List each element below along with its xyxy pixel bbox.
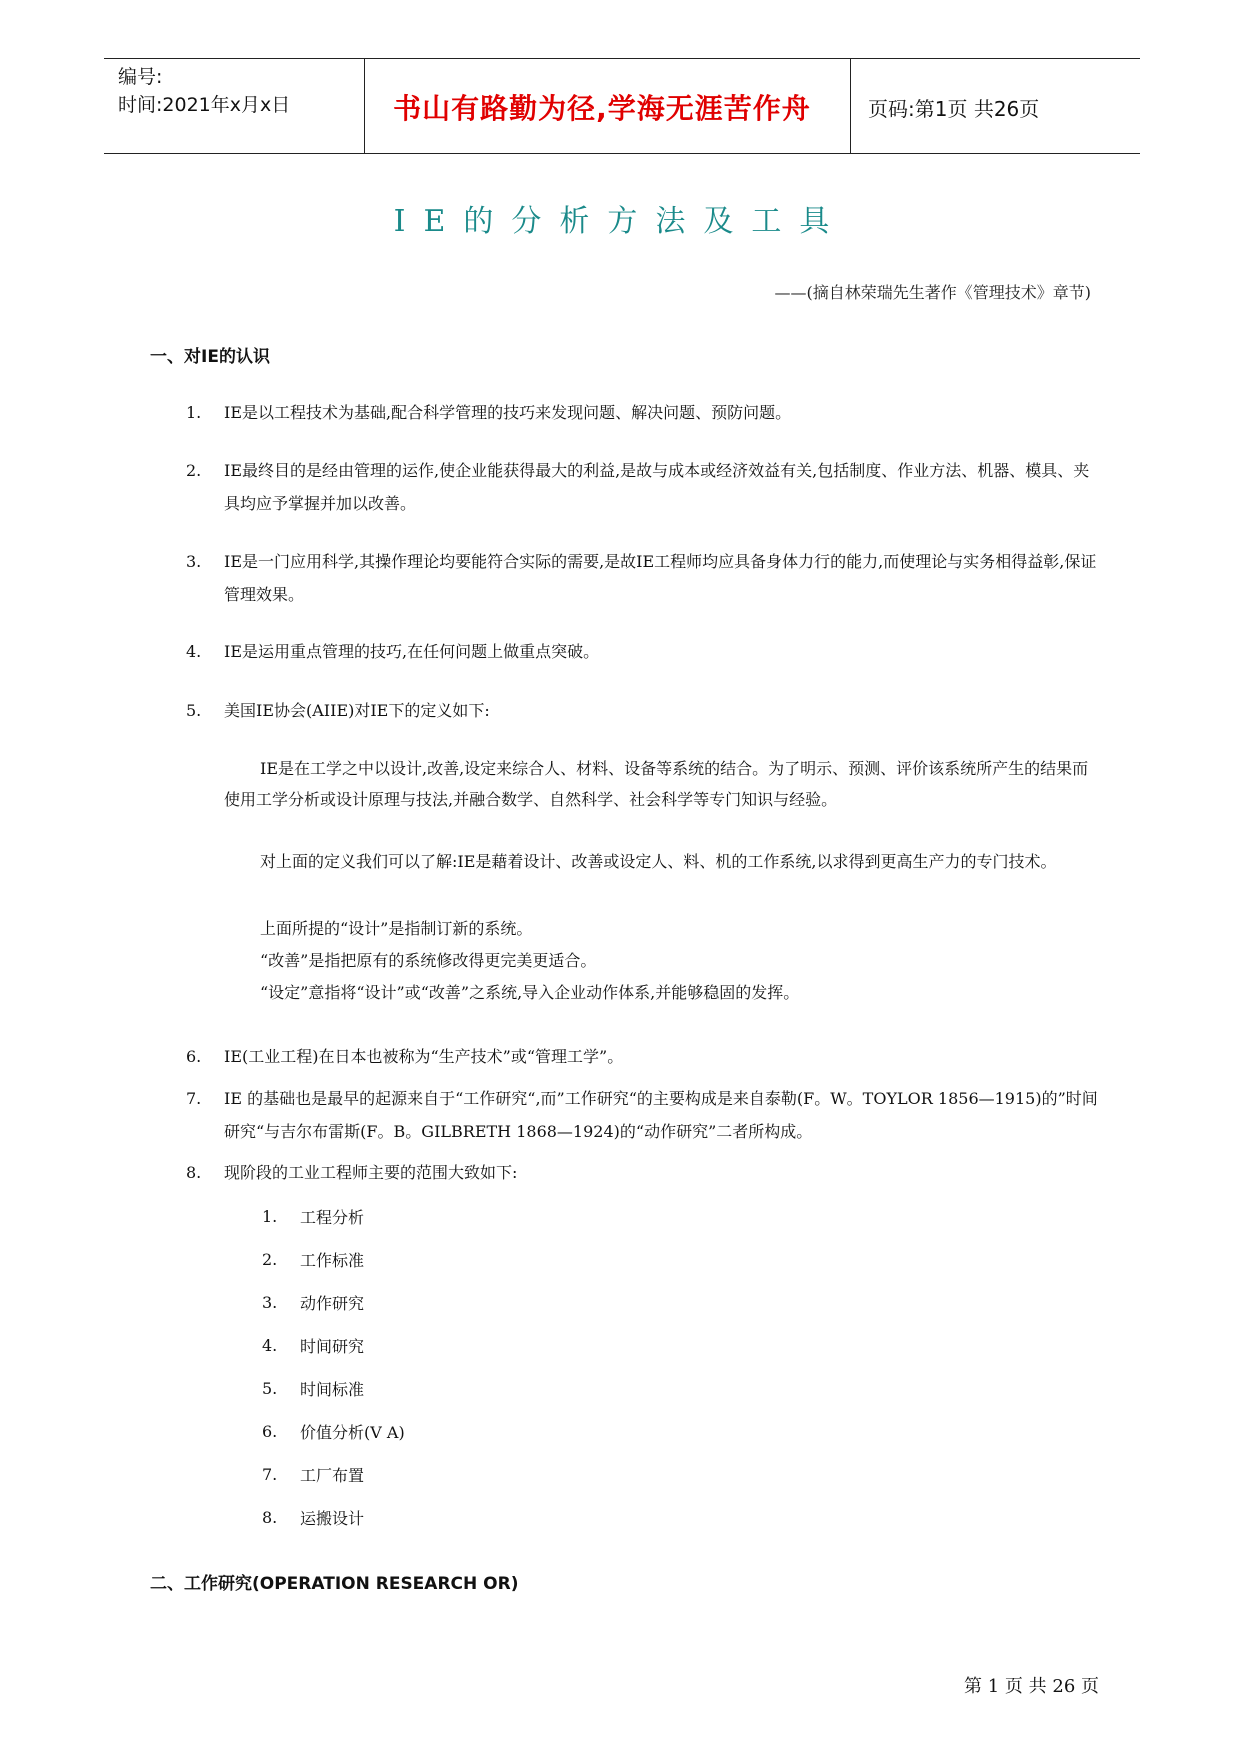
list-item: IE(工业工程)在日本也被称为“生产技术”或“管理工学”。	[224, 1047, 624, 1066]
list-item: IE最终目的是经由管理的运作,使企业能获得最大的利益,是故与成本或经济效益有关,包括制度、作业方法、机器、模具、夹具均应予掌握并加以改善。	[224, 461, 1090, 513]
item-number: 1.	[186, 403, 202, 422]
item-number: 5.	[186, 701, 202, 720]
list-item: IE 的基础也是最早的起源来自于“工作研究“,而”工作研究“的主要构成是来自泰勒(F。W。TOYLOR 1856—1915)的”时间研究“与吉尔布雷斯(F。B。GILBRETH 1868—1924)的“动作研究”二者所构成。	[224, 1089, 1098, 1141]
sub-item-number: 1.	[262, 1207, 278, 1226]
sub-item-number: 7.	[262, 1465, 278, 1484]
item-number: 3.	[186, 552, 202, 571]
page-footer: 第 1 页 共 26 页	[964, 1676, 1099, 1697]
definition-paragraph: IE是在工学之中以设计,改善,设定来综合人、材料、设备等系统的结合。为了明示、预测、评价该系统所产生的结果而使用工学分析或设计原理与技法,并融合数学、自然科学、社会科学等专门知识与经验。	[224, 759, 1089, 809]
sub-item-number: 5.	[262, 1379, 278, 1398]
sub-list-item: 工程分析	[300, 1208, 365, 1227]
header-divider	[850, 59, 851, 153]
sub-item-number: 3.	[262, 1293, 278, 1312]
definition-line: 上面所提的“设计”是指制订新的系统。	[260, 919, 533, 938]
sub-item-number: 8.	[262, 1508, 278, 1527]
header-page-code: 页码:第1页 共26页	[868, 97, 1040, 121]
sub-list-item: 动作研究	[300, 1294, 365, 1313]
header-motto: 书山有路勤为径,学海无涯苦作舟	[393, 92, 811, 125]
header-meta	[118, 63, 290, 119]
page-header	[104, 58, 1140, 154]
document-title: IE的分析方法及工具	[393, 204, 848, 239]
definition-paragraph: 对上面的定义我们可以了解:IE是藉着设计、改善或设定人、料、机的工作系统,以求得到更高生产力的专门技术。	[260, 852, 1057, 871]
sub-list-item: 价值分析(V A)	[300, 1423, 405, 1442]
item-number: 8.	[186, 1163, 202, 1182]
sub-list-item: 运搬设计	[300, 1509, 365, 1528]
sub-list-item: 时间标准	[300, 1380, 365, 1399]
item-number: 6.	[186, 1047, 202, 1066]
number-label: 编号:	[118, 66, 163, 88]
sub-item-number: 2.	[262, 1250, 278, 1269]
section-heading: 一、对IE的认识	[150, 347, 270, 367]
definition-line: “改善”是指把原有的系统修改得更完美更适合。	[260, 951, 597, 970]
sub-item-number: 6.	[262, 1422, 278, 1441]
sub-list-item: 工厂布置	[300, 1466, 365, 1485]
section-heading: 二、工作研究(OPERATION RESEARCH OR)	[150, 1574, 519, 1594]
list-item: IE是一门应用科学,其操作理论均要能符合实际的需要,是故IE工程师均应具备身体力行的能力,而使理论与实务相得益彰,保证管理效果。	[224, 552, 1097, 604]
definition-line: “设定”意指将“设计”或“改善”之系统,导入企业动作体系,并能够稳固的发挥。	[260, 983, 800, 1002]
list-item: 现阶段的工业工程师主要的范围大致如下:	[224, 1163, 518, 1182]
sub-list-item: 工作标准	[300, 1251, 365, 1270]
list-item: IE是运用重点管理的技巧,在任何问题上做重点突破。	[224, 642, 600, 661]
byline: ——(摘自林荣瑞先生著作《管理技术》章节)	[774, 283, 1091, 302]
item-number: 4.	[186, 642, 202, 661]
header-divider	[364, 59, 365, 153]
sub-item-number: 4.	[262, 1336, 278, 1355]
item-number: 7.	[186, 1089, 202, 1108]
list-item: IE是以工程技术为基础,配合科学管理的技巧来发现问题、解决问题、预防问题。	[224, 403, 792, 422]
item-number: 2.	[186, 461, 202, 480]
list-item: 美国IE协会(AIIE)对IE下的定义如下:	[224, 701, 490, 720]
time-label: 时间:2021年x月x日	[118, 94, 291, 116]
sub-list-item: 时间研究	[300, 1337, 365, 1356]
